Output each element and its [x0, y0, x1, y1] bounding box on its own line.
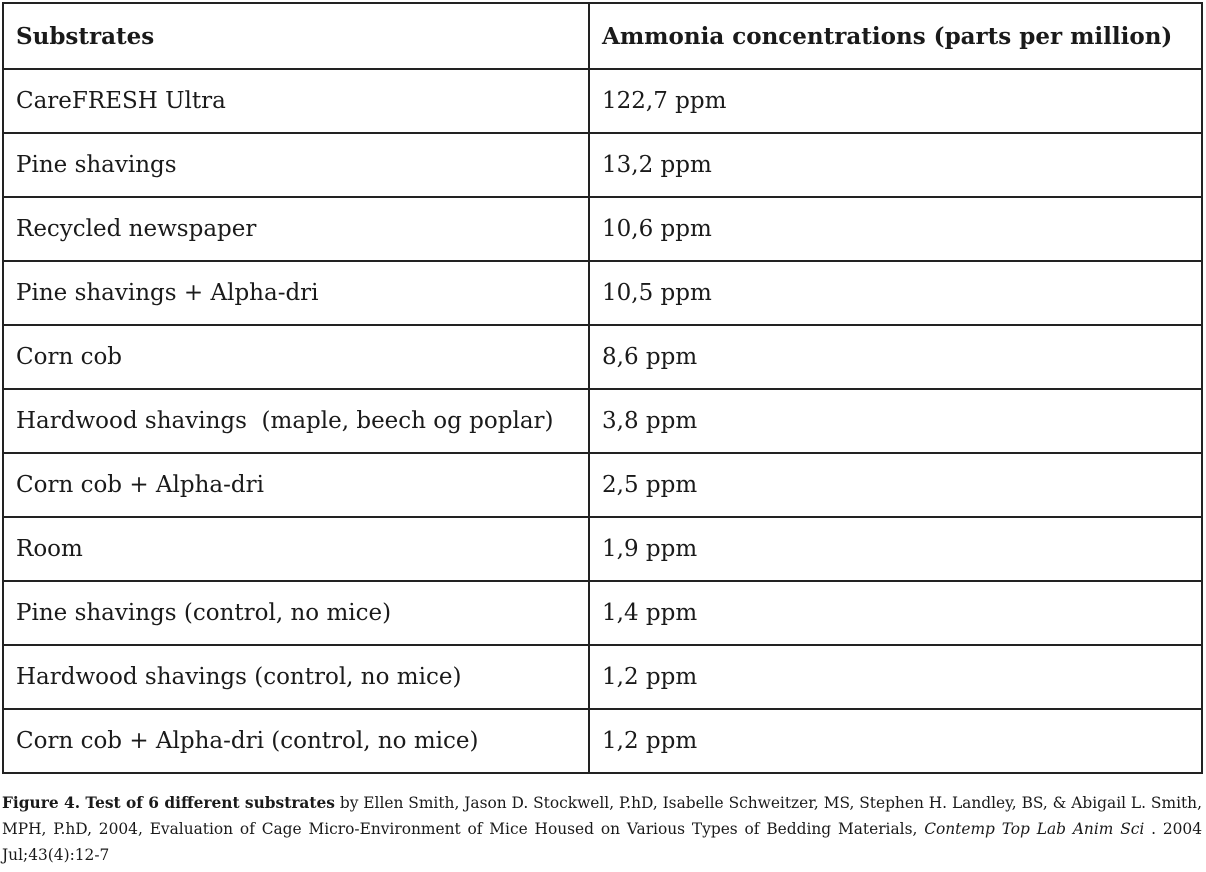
table-row: [3, 645, 1202, 709]
substrate-cell: Hardwood shavings (maple, beech og poplar): [3, 389, 589, 453]
substrate-cell: Corn cob + Alpha-dri (control, no mice): [3, 709, 589, 773]
substrate-cell: Corn cob + Alpha-dri: [3, 453, 589, 517]
ammonia-cell: 8,6 ppm: [589, 325, 1202, 389]
table-row: [3, 517, 1202, 581]
caption-journal-name: Contemp Top Lab Anim Sci: [924, 820, 1145, 838]
table-row: [3, 389, 1202, 453]
substrate-cell: Corn cob: [3, 325, 589, 389]
table-header-row: [3, 3, 1202, 69]
ammonia-cell: 1,9 ppm: [589, 517, 1202, 581]
table-row: [3, 709, 1202, 773]
ammonia-cell: 122,7 ppm: [589, 69, 1202, 133]
table-row: [3, 453, 1202, 517]
figure-caption: [2, 790, 1202, 868]
table-row: [3, 581, 1202, 645]
ammonia-cell: 3,8 ppm: [589, 389, 1202, 453]
ammonia-cell: 13,2 ppm: [589, 133, 1202, 197]
ammonia-cell: 1,4 ppm: [589, 581, 1202, 645]
substrate-cell: Pine shavings: [3, 133, 589, 197]
substrate-cell: Hardwood shavings (control, no mice): [3, 645, 589, 709]
substrate-cell: Pine shavings + Alpha-dri: [3, 261, 589, 325]
ammonia-cell: 2,5 ppm: [589, 453, 1202, 517]
ammonia-cell: 1,2 ppm: [589, 645, 1202, 709]
header-ammonia-concentrations: Ammonia concentrations (parts per million): [589, 3, 1202, 69]
table-row: [3, 133, 1202, 197]
substrate-cell: Room: [3, 517, 589, 581]
table-row: [3, 325, 1202, 389]
table-row: [3, 69, 1202, 133]
caption-figure-label: Figure 4. Test of 6 different substrates: [2, 794, 335, 812]
caption-citation-text: by Ellen Smith, Jason D. Stockwell, P.hD, Isabelle Schweitzer, MS, Stephen H. Landley, BS, & Abigail L. Smith, MPH, P.hD, 2004, Evaluation of Cage Micro-Environment of Mice Housed on Various Types of Bedding Materials,: [2, 794, 1202, 838]
substrate-cell: CareFRESH Ultra: [3, 69, 589, 133]
ammonia-cell: 10,6 ppm: [589, 197, 1202, 261]
ammonia-cell: 10,5 ppm: [589, 261, 1202, 325]
header-substrates: Substrates: [3, 3, 589, 69]
table-row: [3, 261, 1202, 325]
ammonia-substrate-table: [2, 2, 1203, 774]
substrate-cell: Pine shavings (control, no mice): [3, 581, 589, 645]
substrate-cell: Recycled newspaper: [3, 197, 589, 261]
table-row: [3, 197, 1202, 261]
ammonia-cell: 1,2 ppm: [589, 709, 1202, 773]
caption-publication-date: . 2004 Jul;43(4):12-7: [2, 820, 1202, 864]
